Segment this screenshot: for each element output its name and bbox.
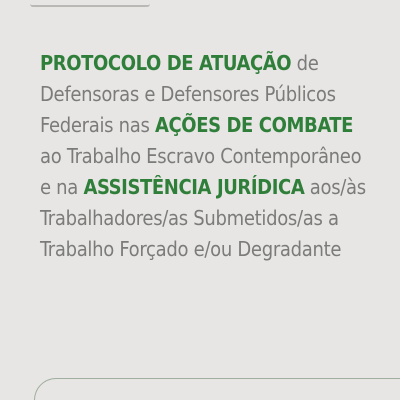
title-highlight-assistencia: ASSISTÊNCIA JURÍDICA [83,175,305,199]
top-decorative-strip [30,0,153,7]
title-text: Federais nas [40,113,155,137]
title-line-3 [40,110,370,141]
title-line-7: Trabalho Forçado e/ou Degradante [40,237,342,261]
title-text: de [291,51,319,75]
title-text: aos/às [304,175,366,199]
title-line-6: Trabalhadores/as Submetidos/as a [40,206,339,230]
document-title [40,48,370,265]
title-highlight-acoes: AÇÕES DE COMBATE [154,113,354,137]
title-line-4: ao Trabalho Escravo Contemporâneo [40,144,362,168]
title-line-2: Defensoras e Defensores Públicos [40,82,336,106]
bottom-decorative-panel [34,378,400,400]
top-strip-text: · · · · · · · · · · · · · · · · · · [64,0,153,3]
title-line-5 [40,172,370,203]
title-highlight-protocolo: PROTOCOLO DE ATUAÇÃO [40,51,292,75]
title-line-1 [40,48,370,79]
title-text: e na [40,175,84,199]
